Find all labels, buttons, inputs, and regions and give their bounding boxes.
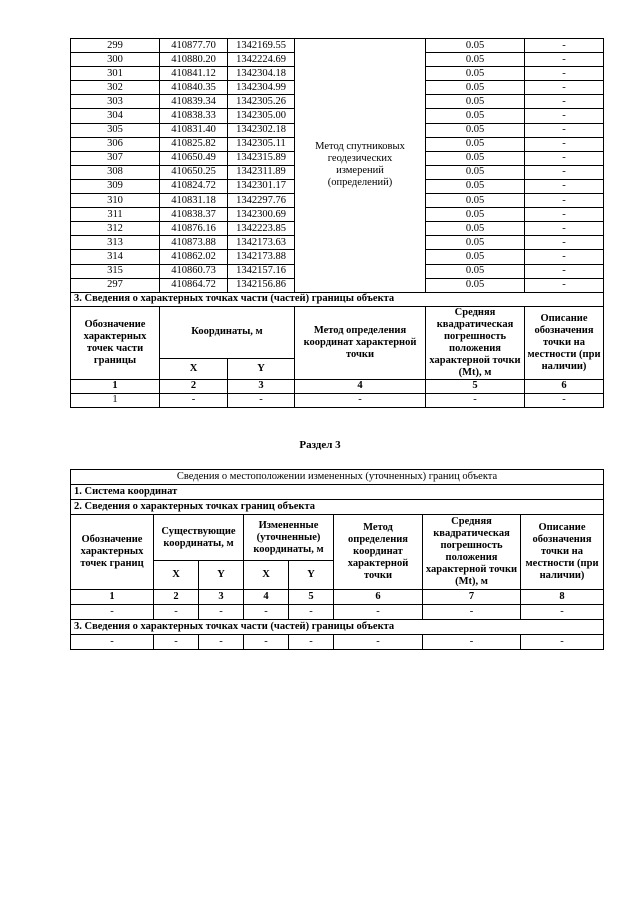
table-cell: 410838.37 [160, 208, 228, 222]
col-number: 7 [423, 590, 521, 605]
table-cell: - [199, 605, 244, 620]
table-cell: 1342157.16 [228, 264, 295, 278]
col-y-header: Y [199, 561, 244, 590]
table-cell: - [525, 165, 604, 179]
table-cell: 410877.70 [160, 39, 228, 53]
table-cell: 0.05 [426, 151, 525, 165]
table-cell: - [154, 635, 199, 650]
table-cell: 0.05 [426, 222, 525, 236]
table-cell: 300 [71, 53, 160, 67]
table-cell: 1342311.89 [228, 165, 295, 179]
table-cell: - [525, 151, 604, 165]
table-cell: 0.05 [426, 208, 525, 222]
table-cell: 0.05 [426, 67, 525, 81]
table-cell: 0.05 [426, 278, 525, 292]
table-cell: 410824.72 [160, 179, 228, 193]
table-cell: 0.05 [426, 165, 525, 179]
section1-title: 1. Система координат [71, 485, 604, 500]
table-cell: - [228, 393, 295, 407]
table-cell: 0.05 [426, 123, 525, 137]
col-number: 1 [71, 590, 154, 605]
table-cell: 1342173.88 [228, 250, 295, 264]
col-number: 6 [334, 590, 423, 605]
table-cell: 308 [71, 165, 160, 179]
table-cell: 0.05 [426, 137, 525, 151]
table-cell: 303 [71, 95, 160, 109]
table-cell: - [525, 250, 604, 264]
table-row [71, 39, 604, 53]
points-table [70, 38, 604, 408]
table-cell: 1342301.17 [228, 179, 295, 193]
table-cell: 314 [71, 250, 160, 264]
table-cell: - [525, 81, 604, 95]
col-mt-header: Средняя квадратическая погрешность положения характерной точки (Mt), м [423, 515, 521, 590]
table-cell: 410831.18 [160, 194, 228, 208]
table-cell: 410840.35 [160, 81, 228, 95]
table-cell: 410841.12 [160, 67, 228, 81]
table-cell: 410831.40 [160, 123, 228, 137]
table-cell: 312 [71, 222, 160, 236]
table-cell: - [525, 179, 604, 193]
col-y-header: Y [228, 358, 295, 379]
table-cell: - [525, 109, 604, 123]
table-cell: 302 [71, 81, 160, 95]
table-cell: - [525, 393, 604, 407]
table-cell: - [525, 53, 604, 67]
section-heading: Раздел 3 [299, 439, 341, 451]
table-cell: - [525, 123, 604, 137]
col-number: 3 [228, 379, 295, 393]
table-cell: 410650.49 [160, 151, 228, 165]
table-cell: 410862.02 [160, 250, 228, 264]
col-number: 2 [154, 590, 199, 605]
method-cell: Метод спутниковых геодезических измерений (определений) [295, 39, 426, 293]
table-cell: 1342305.00 [228, 109, 295, 123]
table-cell: - [423, 605, 521, 620]
col-number: 8 [521, 590, 604, 605]
table-cell: 301 [71, 67, 160, 81]
table-cell: 0.05 [426, 39, 525, 53]
col-number: 4 [295, 379, 426, 393]
table-cell: - [295, 393, 426, 407]
table-cell: - [289, 605, 334, 620]
table-cell: 0.05 [426, 95, 525, 109]
table-cell: 315 [71, 264, 160, 278]
table-cell: - [525, 222, 604, 236]
col-x-header: X [244, 561, 289, 590]
col-method-header: Метод определения координат характерной точки [334, 515, 423, 590]
table-cell: - [525, 95, 604, 109]
table-cell: 1342223.85 [228, 222, 295, 236]
table-cell: - [71, 605, 154, 620]
table-cell: 0.05 [426, 250, 525, 264]
col-number: 4 [244, 590, 289, 605]
section2-title: 2. Сведения о характерных точках границ объекта [71, 500, 604, 515]
col-existing-header: Существующие координаты, м [154, 515, 244, 561]
table-cell: 410876.16 [160, 222, 228, 236]
table-cell: 410839.34 [160, 95, 228, 109]
boundary-table [70, 469, 604, 650]
table-cell: 299 [71, 39, 160, 53]
table-cell: 304 [71, 109, 160, 123]
col-mt-header: Средняя квадратическая погрешность положения характерной точки (Mt), м [426, 306, 525, 379]
table-cell: 297 [71, 278, 160, 292]
table-cell: 1342305.26 [228, 95, 295, 109]
table-cell: 305 [71, 123, 160, 137]
table-cell: 0.05 [426, 264, 525, 278]
table-cell: 1342304.18 [228, 67, 295, 81]
table-cell: 1342173.63 [228, 236, 295, 250]
table-cell: - [525, 208, 604, 222]
table-cell: 309 [71, 179, 160, 193]
table-cell: 307 [71, 151, 160, 165]
table-cell: 410825.82 [160, 137, 228, 151]
table-cell: 0.05 [426, 81, 525, 95]
table-cell: - [289, 635, 334, 650]
table-cell: - [525, 236, 604, 250]
table-cell: 410838.33 [160, 109, 228, 123]
col-number: 3 [199, 590, 244, 605]
col-changed-header: Измененные (уточненные) координаты, м [244, 515, 334, 561]
table-cell: - [525, 39, 604, 53]
col-name-header: Обозначение характерных точек части границы [71, 306, 160, 379]
table-cell: 410864.72 [160, 278, 228, 292]
table-cell: 0.05 [426, 109, 525, 123]
table-cell: 1342302.18 [228, 123, 295, 137]
table-cell: 1342315.89 [228, 151, 295, 165]
table-cell: - [71, 635, 154, 650]
table-cell: - [160, 393, 228, 407]
table-cell: - [426, 393, 525, 407]
table-cell: - [244, 635, 289, 650]
table-cell: 313 [71, 236, 160, 250]
table-cell: - [334, 605, 423, 620]
table-cell: 0.05 [426, 53, 525, 67]
col-desc-header: Описание обозначения точки на местности (при наличии) [521, 515, 604, 590]
col-x-header: X [160, 358, 228, 379]
table-cell: - [521, 635, 604, 650]
table-cell: 1342300.69 [228, 208, 295, 222]
table-cell: 1342297.76 [228, 194, 295, 208]
col-number: 5 [289, 590, 334, 605]
table-cell: - [154, 605, 199, 620]
table-title: Сведения о местоположении измененных (уточненных) границ объекта [71, 470, 604, 485]
table-cell: - [525, 194, 604, 208]
table-cell: - [525, 278, 604, 292]
table-cell: 1342304.99 [228, 81, 295, 95]
col-number: 6 [525, 379, 604, 393]
table-cell: 1 [71, 393, 160, 407]
col-y-header: Y [289, 561, 334, 590]
table-cell: - [525, 137, 604, 151]
col-number: 1 [71, 379, 160, 393]
table-cell: 1342305.11 [228, 137, 295, 151]
table-cell: 410860.73 [160, 264, 228, 278]
table-cell: 410880.20 [160, 53, 228, 67]
table-cell: 1342169.55 [228, 39, 295, 53]
table-cell: - [423, 635, 521, 650]
col-number: 5 [426, 379, 525, 393]
table-cell: 1342224.69 [228, 53, 295, 67]
section3-title: 3. Сведения о характерных точках части (частей) границы объекта [71, 292, 604, 306]
table-cell: - [244, 605, 289, 620]
table-cell: 310 [71, 194, 160, 208]
table-cell: - [525, 67, 604, 81]
table-cell: 0.05 [426, 179, 525, 193]
col-desc-header: Описание обозначения точки на местности (при наличии) [525, 306, 604, 379]
section3-title: 3. Сведения о характерных точках части (частей) границы объекта [71, 620, 604, 635]
col-name-header: Обозначение характерных точек границ [71, 515, 154, 590]
table-cell: 311 [71, 208, 160, 222]
col-x-header: X [154, 561, 199, 590]
table-cell: 1342156.86 [228, 278, 295, 292]
table-cell: - [521, 605, 604, 620]
table-cell: 410650.25 [160, 165, 228, 179]
table-cell: 306 [71, 137, 160, 151]
table-cell: - [525, 264, 604, 278]
table-cell: - [334, 635, 423, 650]
table-cell: - [199, 635, 244, 650]
points-table-body [71, 39, 604, 293]
table-cell: 410873.88 [160, 236, 228, 250]
col-method-header: Метод определения координат характерной точки [295, 306, 426, 379]
table-cell: 0.05 [426, 236, 525, 250]
table-cell: 0.05 [426, 194, 525, 208]
col-coords-header: Координаты, м [160, 306, 295, 358]
col-number: 2 [160, 379, 228, 393]
